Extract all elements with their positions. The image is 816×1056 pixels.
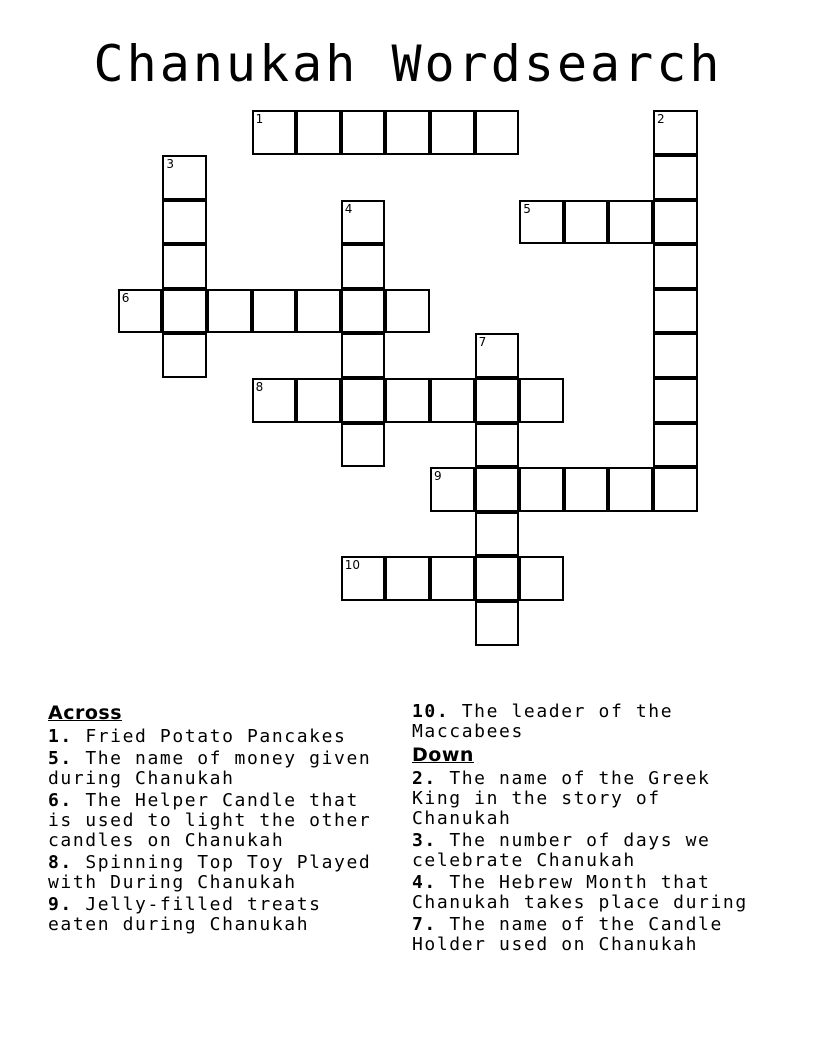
grid-cell[interactable] bbox=[430, 110, 475, 155]
grid-cell[interactable] bbox=[341, 378, 386, 423]
grid-cell[interactable] bbox=[162, 155, 207, 200]
grid-cell[interactable] bbox=[207, 289, 252, 334]
grid-cell[interactable] bbox=[475, 512, 520, 557]
grid-cell[interactable] bbox=[475, 467, 520, 512]
down-clues bbox=[412, 702, 772, 957]
clue-number: 4 bbox=[344, 201, 353, 216]
grid-cell[interactable] bbox=[252, 110, 297, 155]
clue-down-2: 2. The name of the Greek King in the story of Chanukah bbox=[412, 768, 711, 829]
clue-number: 3 bbox=[166, 157, 175, 171]
grid-cell[interactable] bbox=[341, 289, 386, 334]
clue-down-3: 3. The number of days we celebrate Chanukah bbox=[412, 830, 711, 871]
grid-cell[interactable] bbox=[653, 378, 698, 423]
clue-number: 10 bbox=[344, 558, 361, 573]
clue-down-7: 7. The name of the Candle Holder used on Chanukah bbox=[412, 914, 723, 955]
grid-cell[interactable] bbox=[252, 289, 297, 334]
grid-cell[interactable] bbox=[475, 333, 520, 378]
grid-cell[interactable] bbox=[162, 289, 207, 334]
clue-number: 6 bbox=[121, 290, 130, 305]
grid-cell[interactable] bbox=[564, 200, 609, 245]
grid-cell[interactable] bbox=[653, 467, 698, 512]
clue-number: 7 bbox=[478, 335, 487, 350]
grid-cell[interactable] bbox=[653, 110, 698, 155]
grid-cell[interactable] bbox=[653, 200, 698, 245]
grid-cell[interactable] bbox=[653, 289, 698, 334]
grid-cell[interactable] bbox=[341, 423, 386, 468]
page-title: Chanukah Wordsearch bbox=[93, 35, 723, 93]
clue-across-9: 9. Jelly-filled treats eaten during Chanukah bbox=[48, 894, 322, 935]
grid-cell[interactable] bbox=[341, 244, 386, 289]
grid-cell[interactable] bbox=[296, 378, 341, 423]
clue-number: 1 bbox=[255, 112, 264, 127]
grid-cell[interactable] bbox=[296, 110, 341, 155]
grid-cell[interactable] bbox=[341, 110, 386, 155]
grid-cell[interactable] bbox=[564, 467, 609, 512]
grid-cell[interactable] bbox=[341, 200, 386, 245]
grid-cell[interactable] bbox=[385, 289, 430, 334]
grid-cell[interactable] bbox=[475, 601, 520, 646]
grid-cell[interactable] bbox=[252, 378, 297, 423]
clue-number: 8 bbox=[255, 380, 264, 394]
grid-cell[interactable] bbox=[653, 244, 698, 289]
grid-cell[interactable] bbox=[653, 423, 698, 468]
clue-across-10: 10. The leader of the Maccabees bbox=[412, 701, 674, 742]
grid-cell[interactable] bbox=[519, 467, 564, 512]
clue-number: 5 bbox=[523, 201, 531, 216]
grid-cell[interactable] bbox=[296, 289, 341, 334]
grid-cell[interactable] bbox=[519, 556, 564, 601]
clue-down-4: 4. The Hebrew Month that Chanukah takes place during bbox=[412, 872, 748, 913]
grid-cell[interactable] bbox=[519, 378, 564, 423]
clue-across-5: 5. The name of money given during Chanukah bbox=[48, 748, 372, 789]
clue-number: 9 bbox=[434, 469, 442, 484]
grid-cell[interactable] bbox=[162, 333, 207, 378]
clue-across-6: 6. The Helper Candle that is used to light the other candles on Chanukah bbox=[48, 790, 372, 851]
grid-cell[interactable] bbox=[608, 200, 653, 245]
across-clues bbox=[48, 702, 388, 937]
grid-cell[interactable] bbox=[475, 110, 520, 155]
grid-cell[interactable] bbox=[162, 244, 207, 289]
grid-cell[interactable] bbox=[385, 110, 430, 155]
grid-cell[interactable] bbox=[341, 556, 386, 601]
grid-cell[interactable] bbox=[475, 423, 520, 468]
grid-cell[interactable] bbox=[430, 467, 475, 512]
grid-cell[interactable] bbox=[385, 378, 430, 423]
grid-cell[interactable] bbox=[608, 467, 653, 512]
across-heading: Across bbox=[48, 702, 123, 724]
clue-number: 2 bbox=[657, 112, 665, 127]
grid-cell[interactable] bbox=[653, 333, 698, 378]
grid-cell[interactable] bbox=[118, 289, 163, 334]
grid-cell[interactable] bbox=[430, 378, 475, 423]
grid-cell[interactable] bbox=[653, 155, 698, 200]
grid-cell[interactable] bbox=[519, 200, 564, 245]
grid-cell[interactable] bbox=[475, 556, 520, 601]
grid-cell[interactable] bbox=[341, 333, 386, 378]
clue-across-1: 1. Fried Potato Pancakes bbox=[48, 726, 347, 747]
grid-cell[interactable] bbox=[430, 556, 475, 601]
grid-cell[interactable] bbox=[385, 556, 430, 601]
grid-cell[interactable] bbox=[475, 378, 520, 423]
grid-cell[interactable] bbox=[162, 200, 207, 245]
down-heading: Down bbox=[412, 744, 474, 766]
clue-across-8: 8. Spinning Top Toy Played with During Chanukah bbox=[48, 852, 372, 893]
